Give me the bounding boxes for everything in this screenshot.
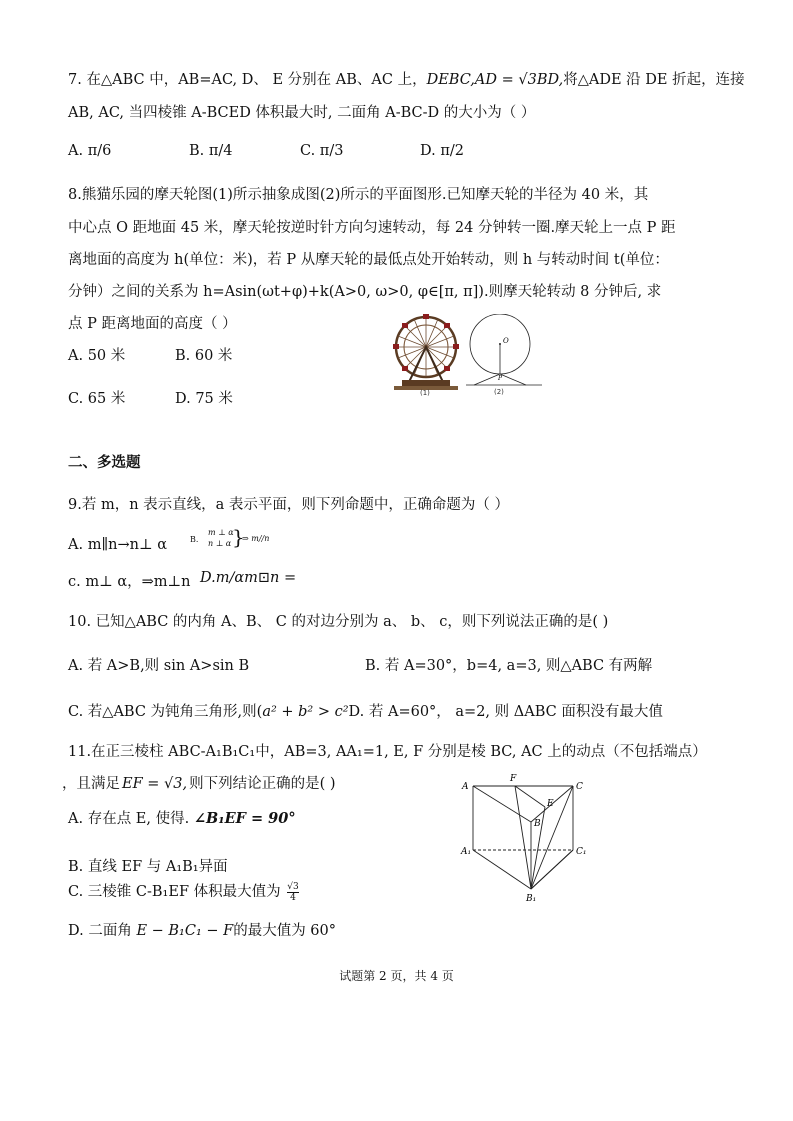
vertex-f-label: F — [510, 774, 517, 784]
q10-option-c-math: a² + b² > c² — [262, 704, 349, 720]
q11-option-d-tail: 的最大值为 60° — [233, 923, 337, 939]
q9-option-d: D.m∕αm⊡n = — [200, 570, 297, 586]
vertex-b1-label: B₁ — [526, 894, 537, 904]
q10-option-d: D. 若 A=60°， a=2, 则 ΔABC 面积没有最大值 — [348, 704, 663, 720]
q8-line4: 分钟）之间的关系为 h=Asin(ωt+φ)+k(A>0, ω>0, φ∈[π, π]).则摩天轮转动 8 分钟后, 求 — [68, 284, 662, 300]
q9-option-a: A. m∥n→n⊥ α — [68, 537, 168, 553]
section-title: 二、多选题 — [68, 455, 141, 471]
ferris-wheel-figure — [388, 314, 468, 396]
q7-text-a: 7. 在△ABC 中，AB=AC, D、 E 分别在 AB、AC 上， — [68, 72, 427, 88]
q10-option-a: A. 若 A>B,则 sin A>sin B — [68, 658, 250, 674]
q8-option-a: A. 50 米 — [68, 348, 126, 364]
q8-line2: 中心点 O 距地面 45 米，摩天轮按逆时针方向匀速转动，每 24 分钟转一圈.摩天轮上一点 P 距 — [68, 220, 676, 236]
q10-line-cd — [68, 700, 663, 721]
vertex-c1-label: C₁ — [576, 847, 587, 857]
circle-diagram-figure — [462, 314, 552, 396]
q11-option-d-text: D. 二面角 — [68, 923, 132, 939]
q8-line3: 离地面的高度为 h(单位：米)，若 P 从摩天轮的最低点处开始转动，则 h 与转动时间 t(单位： — [68, 252, 669, 268]
q11-option-c-text: C. 三棱锥 C-B₁EF 体积最大值为 — [68, 884, 281, 900]
q11-option-a-text: A. 存在点 E, 使得. — [68, 811, 190, 827]
q8-option-b: B. 60 米 — [175, 348, 233, 364]
q11-fraction-den: 4 — [290, 892, 296, 903]
q7-option-b: B. π/4 — [189, 143, 233, 159]
q9-brace: } — [232, 525, 245, 549]
vertex-c-label: C — [576, 782, 583, 792]
q8-option-d: D. 75 米 — [175, 391, 233, 407]
q8-option-c: C. 65 米 — [68, 391, 126, 407]
q11-line2-b: 则下列结论正确的是( ) — [189, 776, 336, 792]
q11-line2-a: ，且满足 — [62, 776, 120, 792]
q10-option-b: B. 若 A=30°，b=4, a=3, 则△ABC 有两解 — [365, 658, 653, 674]
fig2-label: (2) — [494, 388, 504, 396]
q8-line1: 8.熊猫乐园的摩天轮图(1)所示抽象成图(2)所示的平面图形.已知摩天轮的半径为 40 米，其 — [68, 187, 649, 203]
q8-line5: 点 P 距离地面的高度（ ） — [68, 316, 237, 332]
q11-option-d-math: E − B₁C₁ − F — [136, 923, 234, 939]
vertex-a-label: A — [462, 782, 469, 792]
q7-text-b: 将△ADE 沿 DE 折起，连接 — [563, 72, 745, 88]
q9-option-b-result: ⇒ m//n — [242, 534, 270, 543]
q7-math: DEBC,AD = √3BD, — [426, 72, 564, 88]
q11-line2-math: EF = √3, — [122, 776, 188, 792]
q9-option-c: c. m⊥ α，⇒m⊥n — [68, 574, 191, 590]
q11-fraction-num: √3 — [287, 881, 299, 892]
q11-fraction — [287, 882, 298, 903]
point-p-label: P — [498, 375, 503, 382]
q9-option-b-bottom: n ⊥ α — [208, 539, 232, 548]
q11-option-a-math: ∠B₁EF = 90° — [193, 810, 296, 827]
q7-option-d: D. π/2 — [420, 143, 464, 159]
q9-option-b-label: B. — [190, 535, 199, 544]
vertex-e-label: E — [547, 799, 554, 809]
q9-option-b-top: m ⊥ α — [208, 528, 234, 537]
q9-stem: 9.若 m，n 表示直线，a 表示平面，则下列命题中，正确命题为（ ） — [68, 497, 510, 513]
q11-option-b: B. 直线 EF 与 A₁B₁异面 — [68, 859, 228, 875]
q11-option-c — [68, 880, 299, 903]
q7-option-c: C. π/3 — [300, 143, 344, 159]
q11-line2 — [62, 772, 336, 793]
prism-figure — [458, 772, 598, 907]
page-footer: 试题第 2 页，共 4 页 — [339, 969, 454, 983]
q11-option-a — [68, 807, 296, 828]
q7-line1 — [68, 68, 745, 89]
point-o-label: O — [503, 337, 509, 345]
q11-option-d — [68, 919, 336, 940]
q7-option-a: A. π/6 — [68, 143, 112, 159]
q10-option-c-text: C. 若△ABC 为钝角三角形,则( — [68, 704, 263, 720]
vertex-b-label: B — [534, 819, 541, 829]
q11-line1: 11.在正三棱柱 ABC-A₁B₁C₁中，AB=3, AA₁=1, E, F 分别是棱 BC, AC 上的动点（不包括端点） — [68, 744, 707, 760]
fig1-label: (1) — [420, 389, 430, 396]
q10-stem: 10. 已知△ABC 的内角 A、B、 C 的对边分别为 a、 b、 c，则下列说法正确的是( ) — [68, 614, 609, 630]
vertex-a1-label: A₁ — [461, 847, 472, 857]
q7-line2: AB, AC, 当四棱锥 A-BCED 体积最大时, 二面角 A-BC-D 的大小为（ ） — [68, 105, 536, 121]
